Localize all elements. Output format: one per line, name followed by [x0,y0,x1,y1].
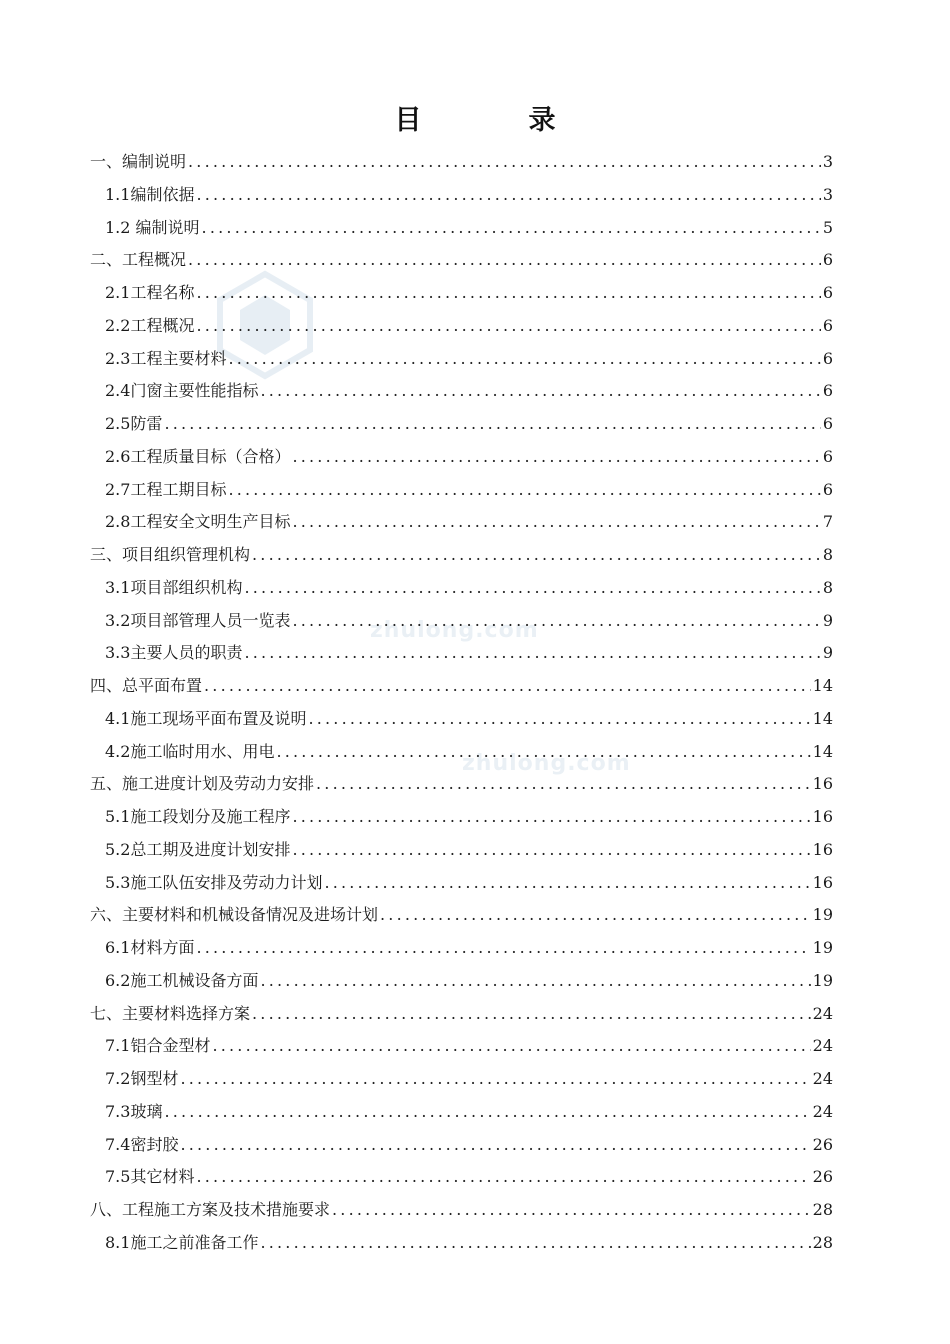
toc-dot-leader [196,1161,810,1194]
toc-entry[interactable] [90,572,833,605]
table-of-contents [90,146,833,1260]
toc-entry-title: 六、主要材料和机械设备情况及进场计划 [90,905,379,925]
toc-page-number: 19 [812,905,833,925]
toc-page-number: 9 [822,610,833,630]
toc-entry-title: 3.1项目部组织机构 [105,577,243,597]
toc-entry[interactable] [90,1063,833,1096]
toc-page-number: 6 [822,446,833,466]
toc-entry[interactable] [90,375,833,408]
toc-dot-leader [196,179,820,212]
toc-entry[interactable] [90,343,833,376]
toc-dot-leader [244,572,820,605]
toc-entry-title: 三、项目组织管理机构 [90,545,251,564]
toc-dot-leader [292,801,810,834]
toc-page-number: 6 [822,414,833,433]
toc-dot-leader [164,1096,810,1129]
toc-entry[interactable] [90,179,833,212]
toc-dot-leader [204,670,811,703]
toc-dot-leader [196,932,810,965]
toc-entry-title: 3.3主要人员的职责 [105,643,243,663]
toc-entry-title: 一、编制说明 [90,152,187,171]
toc-page-number: 9 [822,643,833,663]
toc-entry[interactable] [90,310,833,343]
toc-dot-leader [260,1227,810,1260]
toc-page-number: 19 [812,938,833,957]
toc-entry-title: 7.3玻璃 [105,1101,163,1121]
toc-page-number: 16 [812,872,833,892]
toc-dot-leader [260,965,810,998]
toc-entry[interactable] [90,768,833,801]
toc-entry-title: 2.5防雷 [105,414,163,433]
toc-entry-title: 五、施工进度计划及劳动力安排 [90,774,315,794]
toc-entry[interactable] [90,277,833,310]
toc-entry[interactable] [90,539,833,572]
toc-entry-title: 4.2施工临时用水、用电 [105,741,275,761]
toc-entry-title: 2.7工程工期目标 [105,479,227,499]
toc-entry[interactable] [90,867,833,900]
toc-entry-title: 二、工程概况 [90,250,187,270]
toc-entry[interactable] [90,899,833,932]
toc-entry[interactable] [90,736,833,769]
toc-dot-leader [332,1194,811,1227]
toc-dot-leader [292,441,820,474]
toc-page-number: 28 [812,1200,833,1219]
toc-page-number: 16 [812,839,833,859]
toc-entry[interactable] [90,408,833,441]
toc-page-number: 26 [812,1167,833,1187]
toc-dot-leader [316,768,811,801]
toc-entry[interactable] [90,965,833,998]
toc-page-number: 24 [812,1036,833,1056]
toc-page-number: 14 [812,741,833,761]
toc-page-number: 6 [822,348,833,368]
toc-entry[interactable] [90,146,833,179]
toc-entry[interactable] [90,834,833,867]
toc-entry[interactable] [90,474,833,507]
toc-dot-leader [180,1063,810,1096]
toc-page-number: 3 [822,184,833,204]
toc-entry-title: 6.1材料方面 [105,938,195,957]
toc-page-number: 24 [812,1101,833,1121]
toc-entry-title: 8.1施工之前准备工作 [105,1232,259,1252]
toc-dot-leader [212,1030,810,1063]
toc-entry-title: 5.3施工队伍安排及劳动力计划 [105,872,323,892]
toc-entry-title: 5.2总工期及进度计划安排 [105,839,291,859]
toc-page-number: 24 [812,1069,833,1088]
toc-entry[interactable] [90,1030,833,1063]
toc-entry-title: 4.1施工现场平面布置及说明 [105,708,307,728]
toc-page-number: 24 [812,1003,833,1023]
toc-entry-title: 2.4门窗主要性能指标 [105,381,259,401]
toc-dot-leader [180,1129,810,1162]
toc-entry-title: 1.1编制依据 [105,184,195,204]
toc-entry[interactable] [90,605,833,638]
toc-dot-leader [308,703,810,736]
toc-dot-leader [202,212,821,245]
toc-entry[interactable] [90,1129,833,1162]
toc-page-number: 6 [822,479,833,499]
toc-page-number: 16 [812,774,833,794]
toc-dot-leader [324,867,810,900]
toc-page-number: 3 [822,152,833,171]
toc-dot-leader [188,244,821,277]
toc-entry[interactable] [90,801,833,834]
toc-dot-leader [252,998,811,1031]
toc-entry-title: 2.2工程概况 [105,315,195,335]
toc-entry-title: 2.6工程质量目标（合格） [105,446,291,466]
toc-dot-leader [276,736,810,769]
toc-page-number: 5 [822,217,833,237]
toc-entry-title: 7.2钢型材 [105,1069,179,1088]
toc-entry-title: 3.2项目部管理人员一览表 [105,610,291,630]
toc-entry[interactable] [90,1096,833,1129]
toc-dot-leader [260,375,820,408]
toc-entry[interactable] [90,1161,833,1194]
toc-entry-title: 四、总平面布置 [90,676,203,695]
toc-entry[interactable] [90,506,833,539]
toc-page-number: 8 [822,577,833,597]
toc-entry[interactable] [90,637,833,670]
toc-entry[interactable] [90,670,833,703]
toc-entry[interactable] [90,1227,833,1260]
toc-dot-leader [196,277,820,310]
toc-entry-title: 2.3工程主要材料 [105,348,227,368]
toc-page-number: 7 [822,512,833,532]
toc-dot-leader [196,310,820,343]
toc-page-number: 6 [822,315,833,335]
toc-page-number: 16 [812,807,833,826]
toc-entry-title: 1.2 编制说明 [105,217,200,237]
toc-entry-title: 7.5其它材料 [105,1167,195,1187]
toc-dot-leader [292,506,820,539]
toc-page-number: 19 [812,970,833,990]
toc-dot-leader [228,343,820,376]
toc-entry-title: 七、主要材料选择方案 [90,1003,251,1023]
toc-dot-leader [164,408,820,441]
toc-entry[interactable] [90,703,833,736]
toc-entry[interactable] [90,441,833,474]
toc-page-number: 6 [822,250,833,270]
toc-dot-leader [228,474,820,507]
toc-entry[interactable] [90,244,833,277]
toc-entry-title: 2.1工程名称 [105,283,195,302]
toc-page-number: 14 [812,676,833,695]
page-title: 目 录 [394,105,596,136]
watermark-text: zhulong.com [370,618,539,643]
toc-page-number: 6 [822,381,833,401]
toc-entry-title: 2.8工程安全文明生产目标 [105,512,291,532]
toc-entry-title: 7.1铝合金型材 [105,1036,211,1056]
toc-page-number: 28 [812,1232,833,1252]
toc-dot-leader [380,899,811,932]
toc-dot-leader [244,637,820,670]
toc-entry-title: 5.1施工段划分及施工程序 [105,807,291,826]
toc-entry-title: 6.2施工机械设备方面 [105,970,259,990]
toc-entry[interactable] [90,932,833,965]
toc-dot-leader [292,834,810,867]
toc-dot-leader [252,539,821,572]
toc-dot-leader [292,605,820,638]
toc-page-number: 14 [812,708,833,728]
toc-page-number: 26 [812,1134,833,1154]
toc-entry[interactable] [90,998,833,1031]
toc-page-number: 6 [822,283,833,302]
toc-entry-title: 7.4密封胶 [105,1134,179,1154]
watermark-text: zhulong.com [462,751,631,776]
toc-page-number: 8 [822,545,833,564]
toc-dot-leader [188,146,821,179]
toc-entry[interactable] [90,1194,833,1227]
toc-entry-title: 八、工程施工方案及技术措施要求 [90,1200,331,1219]
toc-entry[interactable] [90,212,833,245]
